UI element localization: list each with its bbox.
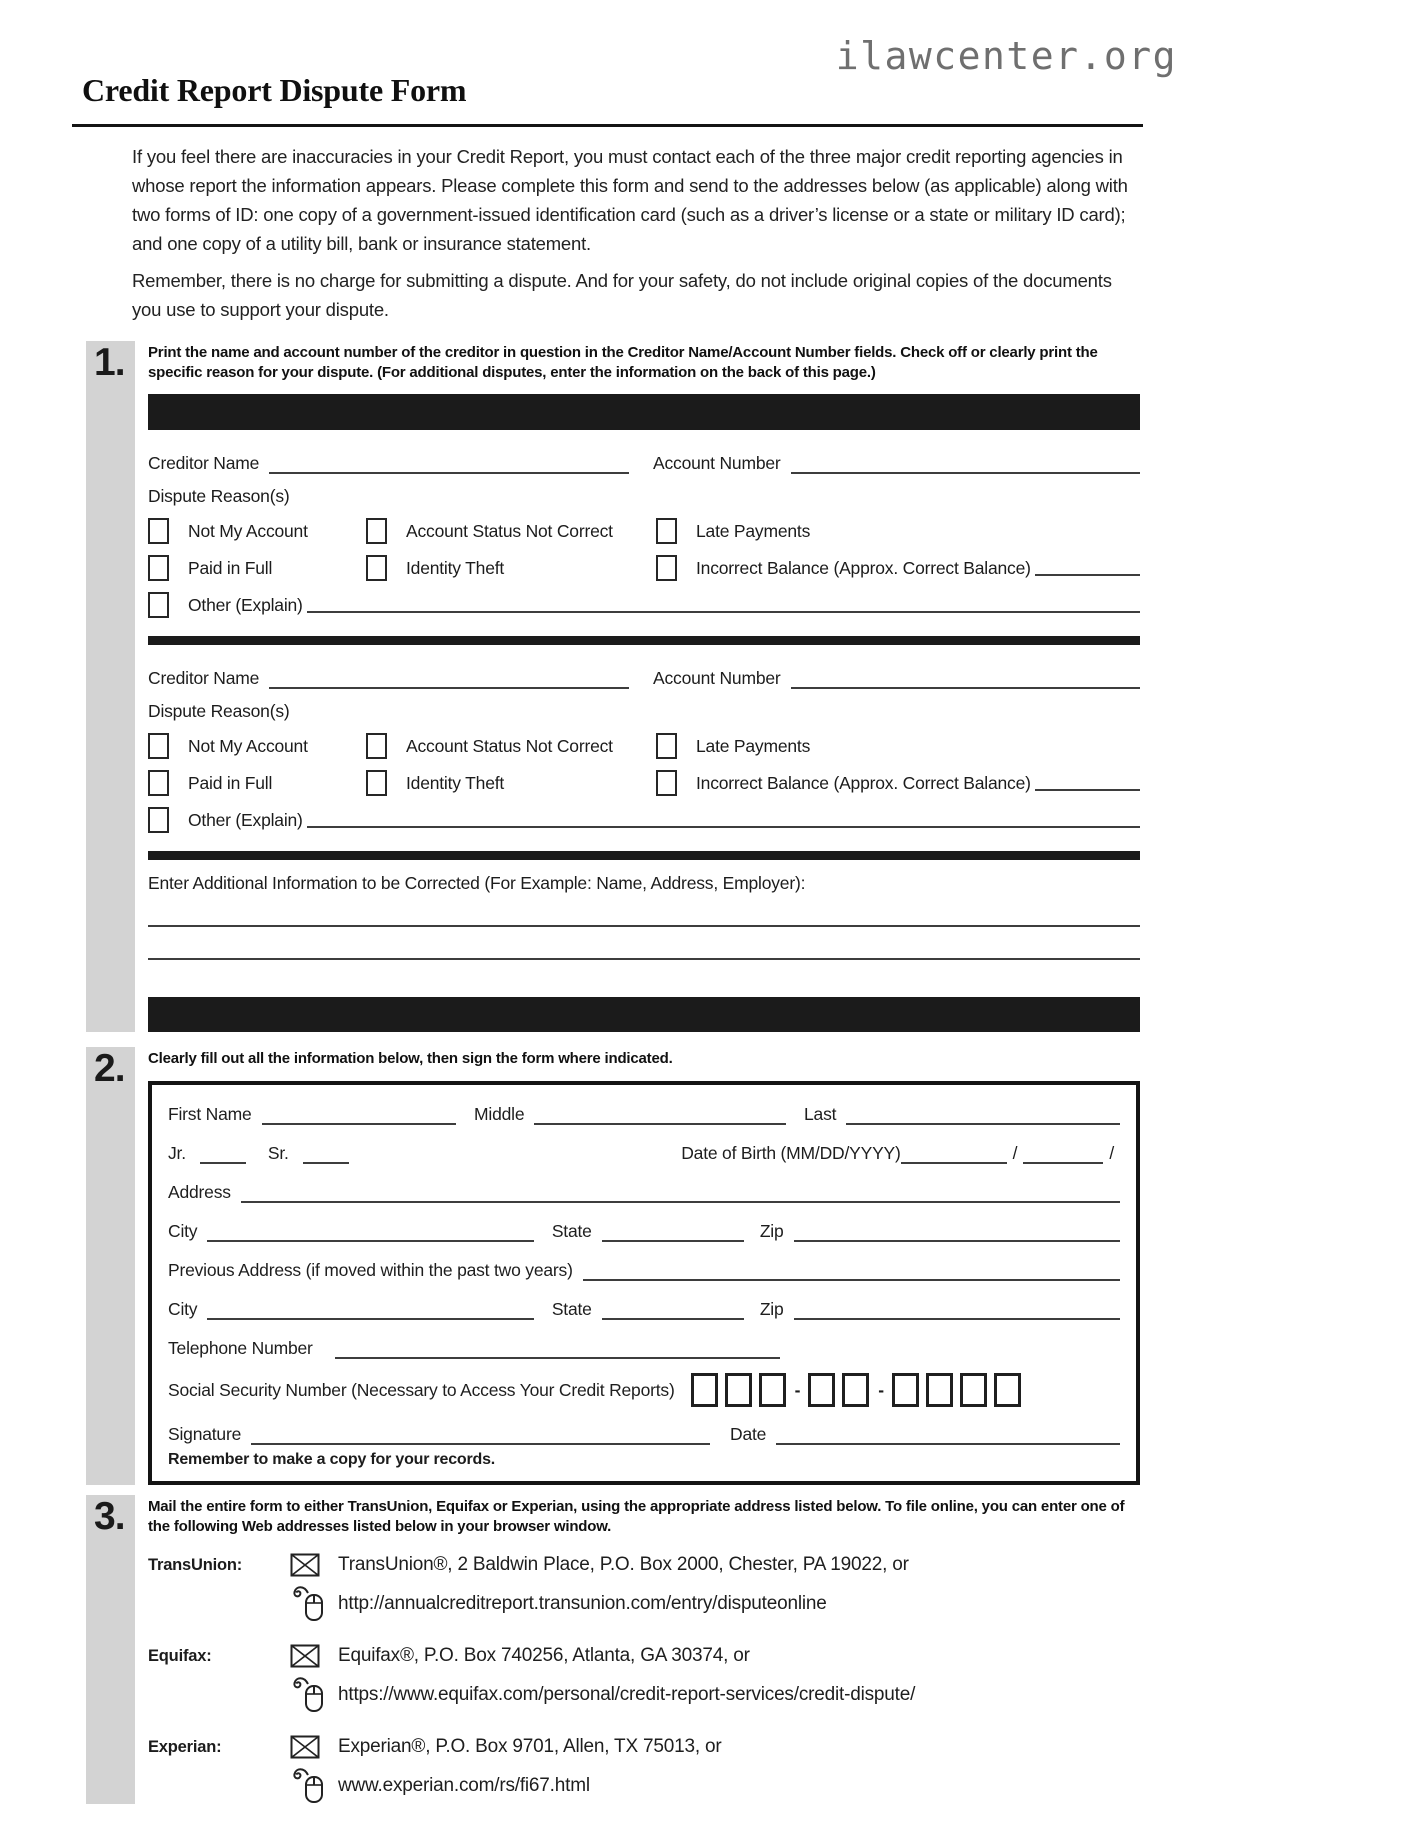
sr-line[interactable] bbox=[303, 1146, 349, 1164]
city-line[interactable] bbox=[207, 1224, 533, 1242]
checkbox[interactable] bbox=[656, 518, 677, 544]
agency-name: Equifax: bbox=[148, 1646, 212, 1665]
other-explain-line[interactable] bbox=[307, 812, 1140, 828]
section-1 bbox=[0, 341, 1411, 1032]
sr-label: Sr. bbox=[267, 1143, 289, 1163]
account-number-group bbox=[653, 668, 1140, 689]
state-line[interactable] bbox=[602, 1302, 744, 1320]
suffix-dob-row bbox=[168, 1138, 1120, 1164]
checkbox[interactable] bbox=[148, 518, 169, 544]
telephone-line[interactable] bbox=[335, 1341, 780, 1359]
ssn-digit-box[interactable] bbox=[994, 1373, 1021, 1407]
creditor-name-label: Creditor Name bbox=[148, 668, 260, 688]
last-name-line[interactable] bbox=[846, 1107, 1120, 1125]
checkbox[interactable] bbox=[148, 770, 169, 796]
dob-slash: / bbox=[1012, 1143, 1018, 1163]
zip-label: Zip bbox=[759, 1299, 784, 1319]
address-label: Address bbox=[168, 1182, 231, 1202]
reason-account-status bbox=[366, 733, 656, 759]
ssn-digit-box[interactable] bbox=[691, 1373, 718, 1407]
checkbox[interactable] bbox=[148, 807, 169, 833]
telephone-label: Telephone Number bbox=[168, 1338, 313, 1358]
middle-name-label: Middle bbox=[474, 1104, 525, 1124]
checkbox[interactable] bbox=[656, 555, 677, 581]
ssn-hyphen: - bbox=[794, 1379, 801, 1400]
suffix-group bbox=[168, 1143, 681, 1164]
agency-equifax bbox=[148, 1644, 1140, 1713]
dispute-reasons-label: Dispute Reason(s) bbox=[148, 701, 290, 721]
envelope-icon bbox=[290, 1735, 338, 1759]
checkbox[interactable] bbox=[656, 733, 677, 759]
reason-late-payments bbox=[656, 518, 1140, 544]
checkbox-label: Account Status Not Correct bbox=[406, 520, 613, 541]
checkbox[interactable] bbox=[366, 518, 387, 544]
previous-address-row bbox=[168, 1255, 1120, 1281]
remember-note: Remember to make a copy for your records. bbox=[168, 1451, 496, 1468]
address-line[interactable] bbox=[241, 1185, 1120, 1203]
signature-row bbox=[168, 1419, 1120, 1445]
section-1-number-bar bbox=[86, 341, 135, 1032]
agency-mail-address: TransUnion®, 2 Baldwin Place, P.O. Box 2000, Chester, PA 19022, or bbox=[338, 1554, 909, 1575]
reason-other bbox=[148, 592, 1140, 618]
checkbox[interactable] bbox=[366, 555, 387, 581]
checkbox[interactable] bbox=[656, 770, 677, 796]
creditor-name-label: Creditor Name bbox=[148, 453, 260, 473]
checkbox-label: Identity Theft bbox=[406, 772, 505, 793]
creditor-name-line[interactable] bbox=[269, 456, 629, 474]
ssn-digit-box[interactable] bbox=[926, 1373, 953, 1407]
reason-incorrect-balance bbox=[656, 770, 1140, 796]
ssn-digit-box[interactable] bbox=[808, 1373, 835, 1407]
section-2 bbox=[0, 1047, 1411, 1485]
state-line[interactable] bbox=[602, 1224, 744, 1242]
middle-name-line[interactable] bbox=[534, 1107, 786, 1125]
section-3-number: 3. bbox=[94, 1495, 125, 1538]
creditor-block-2 bbox=[148, 663, 1140, 834]
jr-line[interactable] bbox=[200, 1146, 246, 1164]
ssn-digit-box[interactable] bbox=[725, 1373, 752, 1407]
creditor-name-group bbox=[148, 453, 653, 474]
zip-line[interactable] bbox=[794, 1224, 1120, 1242]
intro-paragraph-1: If you feel there are inaccuracies in your Credit Report, you must contact each of the three major credit reporting agencies in whose report the information appears. Please complete this form and send to the addresses below (as applicable) along with two forms of ID: one copy of a government-issued identification card (such as a driver’s license or a state or military ID card); and one copy of a utility bill, bank or insurance statement. bbox=[132, 146, 1128, 254]
reason-late-payments bbox=[656, 733, 1140, 759]
mouse-icon bbox=[290, 1586, 338, 1622]
state-group bbox=[552, 1221, 760, 1242]
correct-balance-line[interactable] bbox=[1035, 560, 1140, 576]
section-2-content bbox=[148, 1047, 1140, 1485]
dob-day-line[interactable] bbox=[1023, 1146, 1103, 1164]
last-name-label: Last bbox=[804, 1104, 837, 1124]
reason-row-2 bbox=[148, 769, 1140, 797]
checkbox-label: Paid in Full bbox=[188, 557, 273, 578]
section-2-instruction: Clearly fill out all the information below, then sign the form where indicated. bbox=[148, 1050, 673, 1067]
ssn-digit-box[interactable] bbox=[892, 1373, 919, 1407]
dispute-reasons-label: Dispute Reason(s) bbox=[148, 486, 290, 506]
agency-web-address[interactable]: www.experian.com/rs/fi67.html bbox=[338, 1775, 590, 1796]
creditor-header-bar bbox=[148, 394, 1140, 430]
dob-group bbox=[681, 1143, 1120, 1164]
zip-group bbox=[760, 1299, 1120, 1320]
checkbox[interactable] bbox=[148, 555, 169, 581]
address-row bbox=[168, 1177, 1120, 1203]
reason-row-3 bbox=[148, 806, 1140, 834]
section-3 bbox=[0, 1495, 1411, 1804]
agency-name: TransUnion: bbox=[148, 1555, 243, 1574]
checkbox-label: Not My Account bbox=[188, 735, 308, 756]
agency-web-address[interactable]: http://annualcreditreport.transunion.com/entry/disputeonline bbox=[338, 1593, 827, 1614]
checkbox[interactable] bbox=[148, 592, 169, 618]
personal-info-box bbox=[148, 1081, 1140, 1485]
section-3-instruction: Mail the entire form to either TransUnion, Equifax or Experian, using the appropriate address listed below. To file online, you can enter one of the following Web addresses listed below in your browser window. bbox=[148, 1498, 1125, 1535]
agency-mail-address: Equifax®, P.O. Box 740256, Atlanta, GA 30374, or bbox=[338, 1645, 750, 1666]
creditor-name-group bbox=[148, 668, 653, 689]
reason-row-3 bbox=[148, 591, 1140, 619]
middle-name-group bbox=[474, 1104, 804, 1125]
reason-row-1 bbox=[148, 517, 1140, 545]
dob-label: Date of Birth (MM/DD/YYYY) bbox=[681, 1143, 901, 1163]
reason-incorrect-balance bbox=[656, 555, 1140, 581]
section-1-content bbox=[148, 341, 1140, 1032]
account-number-label: Account Number bbox=[653, 668, 781, 688]
checkbox-label: Other (Explain) bbox=[188, 809, 303, 830]
date-line[interactable] bbox=[776, 1427, 1120, 1445]
checkbox-label: Incorrect Balance (Approx. Correct Balance) bbox=[696, 557, 1031, 578]
section-3-content bbox=[148, 1495, 1140, 1804]
city-label: City bbox=[168, 1299, 198, 1319]
reason-not-my-account bbox=[148, 733, 366, 759]
form-body bbox=[0, 142, 1411, 1804]
title-divider bbox=[72, 124, 1143, 127]
correct-balance-line[interactable] bbox=[1035, 775, 1140, 791]
date-label: Date bbox=[730, 1424, 767, 1444]
envelope-icon bbox=[290, 1553, 338, 1577]
date-group bbox=[730, 1424, 1120, 1445]
checkbox-label: Not My Account bbox=[188, 520, 308, 541]
checkbox-label: Other (Explain) bbox=[188, 594, 303, 615]
reason-account-status bbox=[366, 518, 656, 544]
reason-not-my-account bbox=[148, 518, 366, 544]
mouse-icon bbox=[290, 1677, 338, 1713]
reason-row-1 bbox=[148, 732, 1140, 760]
checkbox-label: Identity Theft bbox=[406, 557, 505, 578]
signature-line[interactable] bbox=[251, 1427, 710, 1445]
creditor-name-line[interactable] bbox=[269, 671, 629, 689]
section-3-number-bar bbox=[86, 1495, 135, 1804]
section-2-number-bar bbox=[86, 1047, 135, 1485]
envelope-icon bbox=[290, 1644, 338, 1668]
state-label: State bbox=[551, 1299, 592, 1319]
city-group bbox=[168, 1299, 552, 1320]
mouse-icon bbox=[290, 1768, 338, 1804]
agency-transunion bbox=[148, 1553, 1140, 1622]
section-1-instruction: Print the name and account number of the creditor in question in the Creditor Name/Account Number fields. Check off or clearly print the specific reason for your dispute. (For additional disputes, enter the information on the back of this page.) bbox=[148, 344, 1098, 381]
agency-name: Experian: bbox=[148, 1737, 222, 1756]
checkbox-label: Account Status Not Correct bbox=[406, 735, 613, 756]
other-explain-line[interactable] bbox=[307, 597, 1140, 613]
intro-paragraph-2: Remember, there is no charge for submitting a dispute. And for your safety, do not include original copies of the documents you use to support your dispute. bbox=[132, 270, 1112, 320]
checkbox[interactable] bbox=[366, 733, 387, 759]
previous-address-label: Previous Address (if moved within the past two years) bbox=[168, 1260, 573, 1280]
site-watermark: ilawcenter.org bbox=[835, 34, 1177, 78]
creditor-block-1 bbox=[148, 448, 1140, 619]
city-label: City bbox=[168, 1221, 198, 1241]
first-name-label: First Name bbox=[168, 1104, 252, 1124]
state-label: State bbox=[551, 1221, 592, 1241]
zip-label: Zip bbox=[759, 1221, 784, 1241]
agency-mail-address: Experian®, P.O. Box 9701, Allen, TX 75013, or bbox=[338, 1736, 722, 1757]
zip-line[interactable] bbox=[794, 1302, 1120, 1320]
city-group bbox=[168, 1221, 552, 1242]
additional-info-line-2[interactable] bbox=[148, 927, 1140, 960]
ssn-digit-box[interactable] bbox=[759, 1373, 786, 1407]
signature-label: Signature bbox=[168, 1424, 242, 1444]
additional-info-line-1[interactable] bbox=[148, 894, 1140, 927]
checkbox[interactable] bbox=[366, 770, 387, 796]
ssn-label: Social Security Number (Necessary to Access Your Credit Reports) bbox=[168, 1379, 675, 1400]
agency-experian bbox=[148, 1735, 1140, 1804]
first-name-group bbox=[168, 1104, 474, 1125]
previous-address-line[interactable] bbox=[583, 1263, 1120, 1281]
account-number-line[interactable] bbox=[791, 671, 1140, 689]
previous-city-state-zip-row bbox=[168, 1294, 1120, 1320]
state-group bbox=[552, 1299, 760, 1320]
creditor-row bbox=[148, 663, 1140, 689]
telephone-row bbox=[168, 1333, 1120, 1359]
ssn-hyphen: - bbox=[878, 1379, 884, 1400]
additional-info-label: Enter Additional Information to be Corrected (For Example: Name, Address, Employer): bbox=[148, 873, 806, 893]
account-number-group bbox=[653, 453, 1140, 474]
creditor-row bbox=[148, 448, 1140, 474]
page-title: Credit Report Dispute Form bbox=[82, 72, 467, 108]
reason-other bbox=[148, 807, 1140, 833]
first-name-line[interactable] bbox=[262, 1107, 456, 1125]
reason-identity-theft bbox=[366, 770, 656, 796]
section-1-end-bar bbox=[148, 997, 1140, 1032]
ssn-row bbox=[168, 1369, 1120, 1411]
checkbox-label: Incorrect Balance (Approx. Correct Balance) bbox=[696, 772, 1031, 793]
checkbox-label: Late Payments bbox=[696, 520, 811, 541]
city-state-zip-row bbox=[168, 1216, 1120, 1242]
creditor-divider-bar bbox=[148, 851, 1140, 860]
ssn-digit-box[interactable] bbox=[842, 1373, 869, 1407]
dob-month-line[interactable] bbox=[901, 1146, 1007, 1164]
name-row bbox=[168, 1099, 1120, 1125]
account-number-line[interactable] bbox=[791, 456, 1140, 474]
last-name-group bbox=[804, 1104, 1120, 1125]
agency-web-address[interactable]: https://www.equifax.com/personal/credit-report-services/credit-dispute/ bbox=[338, 1684, 916, 1705]
section-1-number: 1. bbox=[94, 341, 125, 384]
reason-paid-in-full bbox=[148, 770, 366, 796]
reason-row-2 bbox=[148, 554, 1140, 582]
checkbox-label: Paid in Full bbox=[188, 772, 273, 793]
reason-paid-in-full bbox=[148, 555, 366, 581]
zip-group bbox=[760, 1221, 1120, 1242]
jr-label: Jr. bbox=[168, 1143, 186, 1163]
section-2-number: 2. bbox=[94, 1047, 125, 1090]
account-number-label: Account Number bbox=[653, 453, 781, 473]
dob-slash: / bbox=[1109, 1143, 1114, 1163]
checkbox[interactable] bbox=[148, 733, 169, 759]
ssn-digit-box[interactable] bbox=[960, 1373, 987, 1407]
creditor-divider-bar bbox=[148, 636, 1140, 645]
city-line[interactable] bbox=[207, 1302, 533, 1320]
signature-group bbox=[168, 1424, 730, 1445]
reason-identity-theft bbox=[366, 555, 656, 581]
checkbox-label: Late Payments bbox=[696, 735, 811, 756]
